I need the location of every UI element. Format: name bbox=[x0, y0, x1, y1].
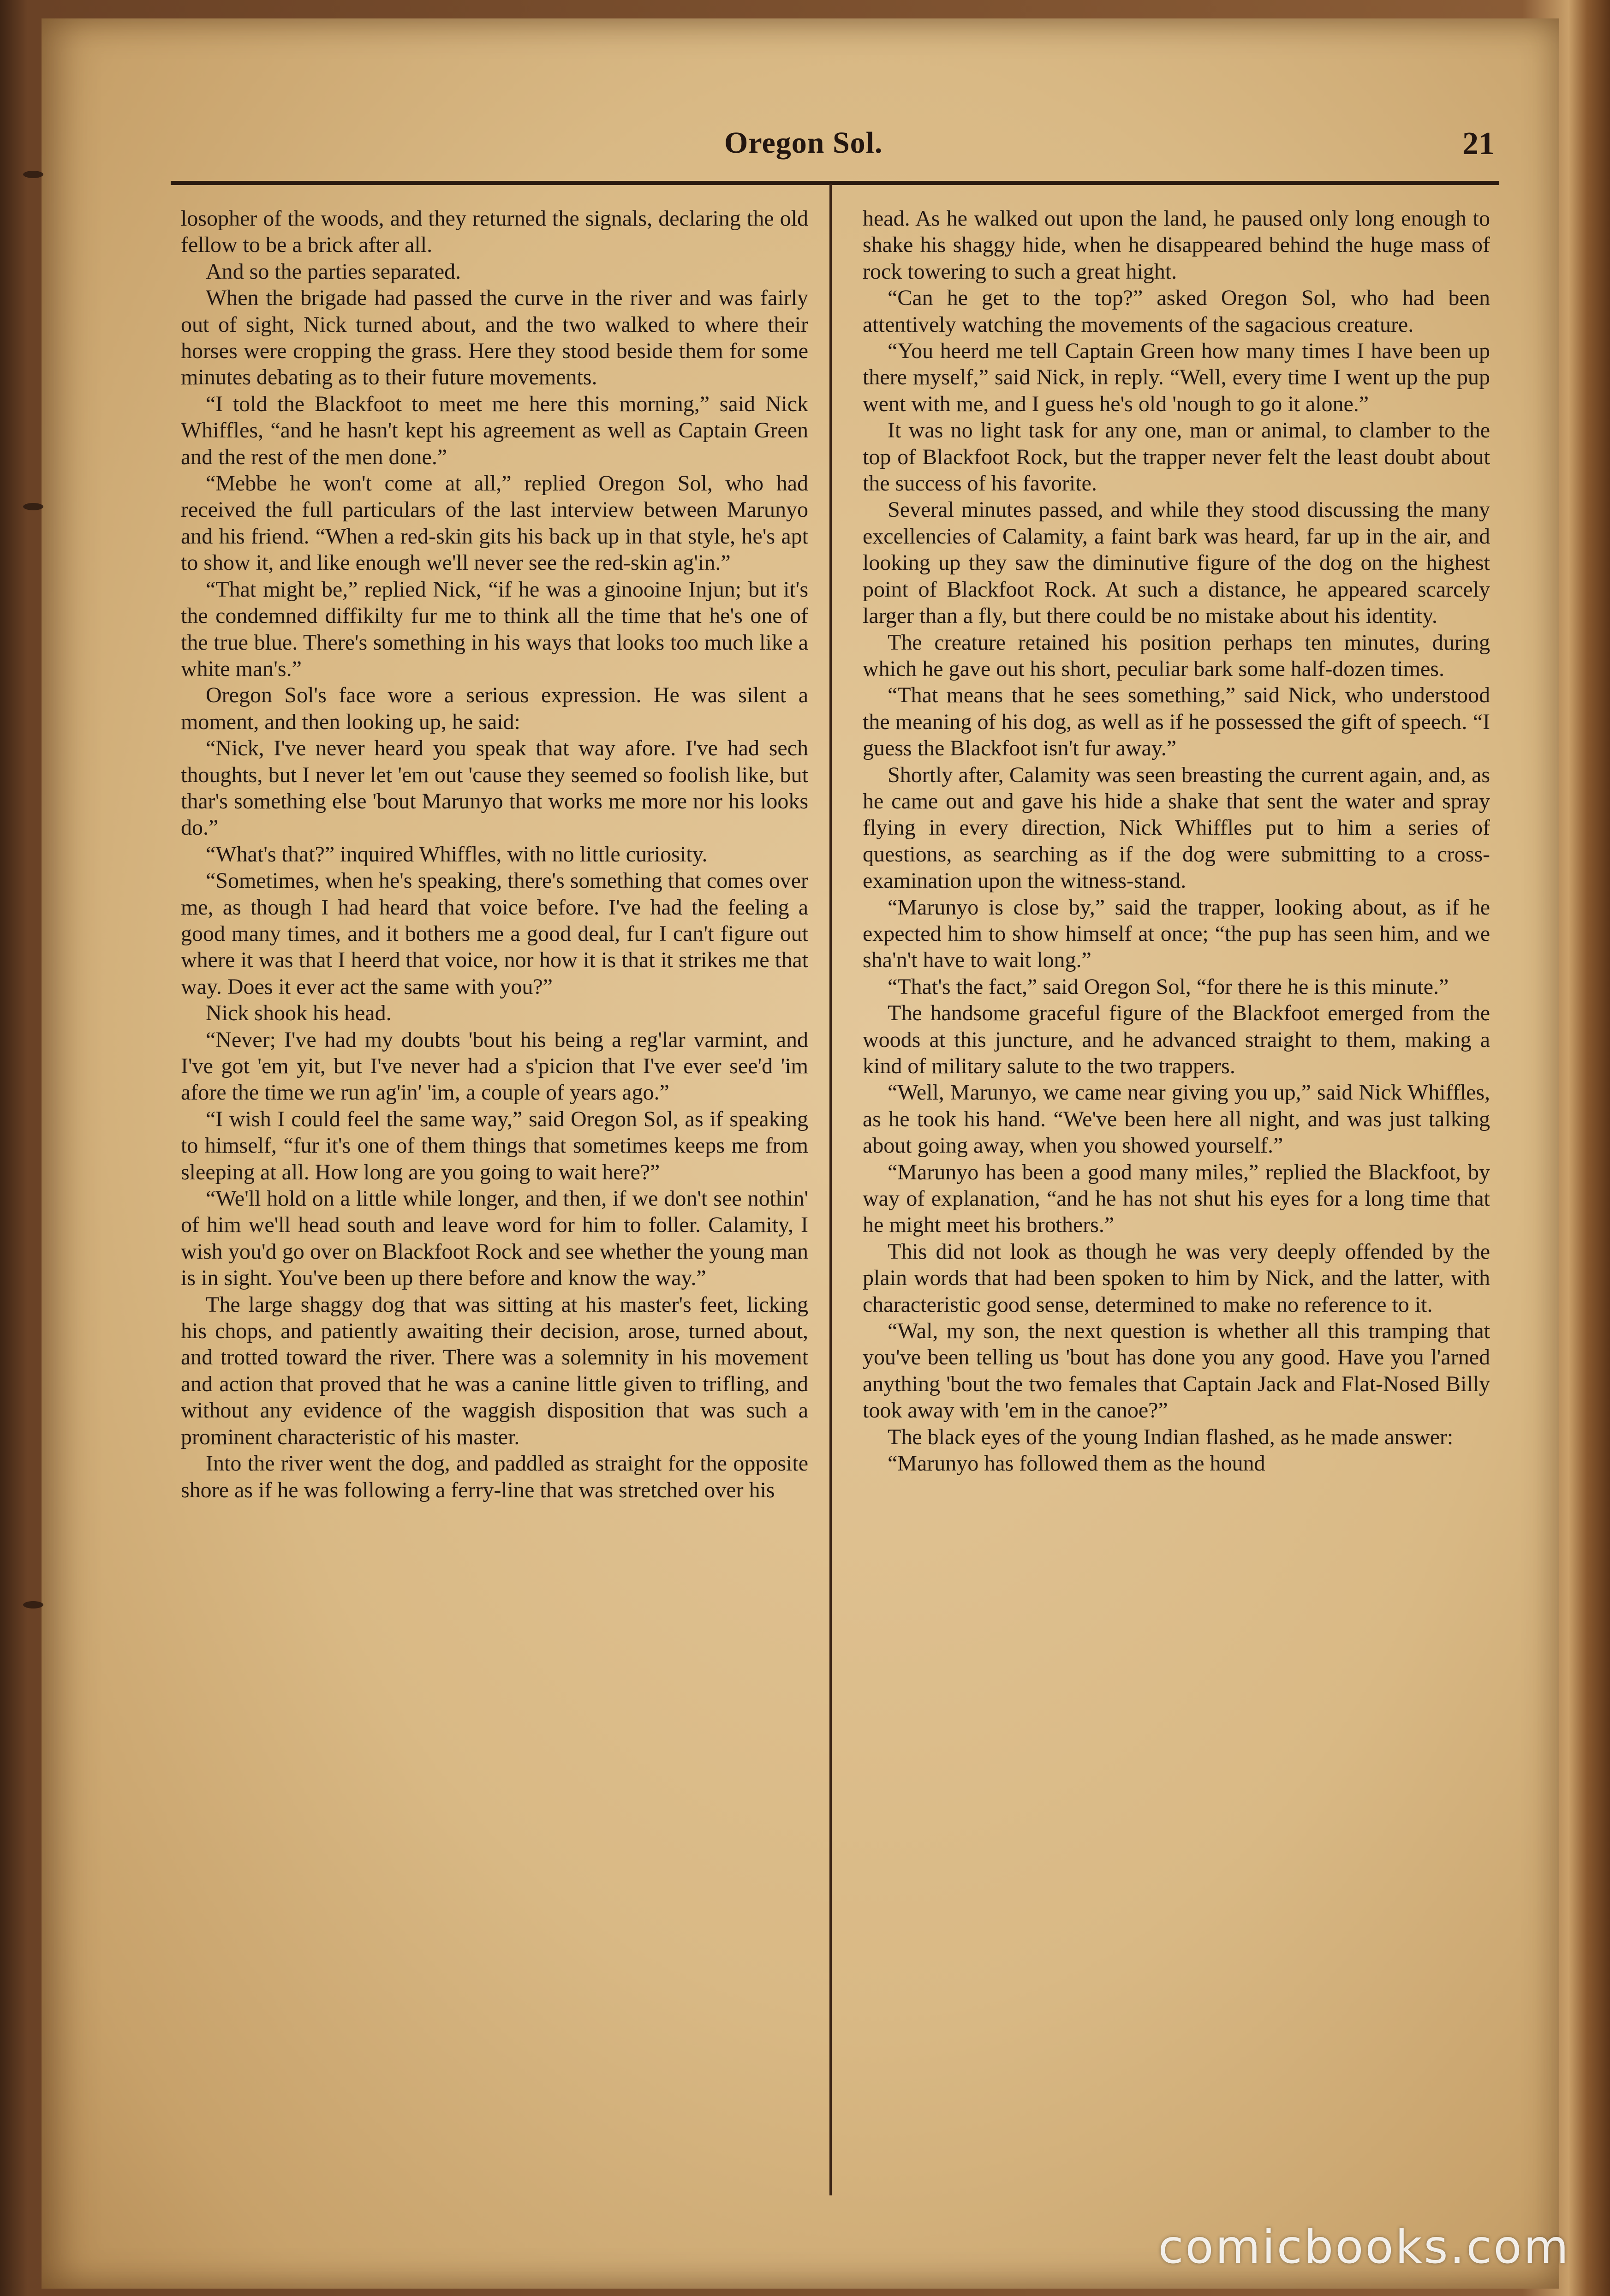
page-number: 21 bbox=[1462, 126, 1495, 161]
paragraph: “That's the fact,” said Oregon Sol, “for there he is this minute.” bbox=[888, 974, 1449, 999]
paragraph: Oregon Sol's face wore a serious expression. He was silent a moment, and then looking up, he said: bbox=[181, 683, 808, 734]
paragraph: “Marunyo is close by,” said the trapper, looking about, as if he expected him to show himself at once; “the pup has seen him, and we sha'n't have to wait long.” bbox=[863, 895, 1490, 973]
paragraph: When the brigade had passed the curve in the river and was fairly out of sight, Nick turned about, and the two walked to where their horses were cropping the grass. Here they stood beside them for some minutes debating as to their future movements. bbox=[181, 286, 808, 390]
paragraph: Shortly after, Calamity was seen breasting the current again, and, as he came out and gave his hide a shake that sent the water and spray flying in every direction, Nick Whiffles put to him a series of questions, as searching as if the dog were submitting to a cross-examination upon the witness-stand. bbox=[863, 762, 1490, 893]
paragraph: losopher of the woods, and they returned the signals, declaring the old fellow to be a brick after all. bbox=[181, 206, 808, 257]
paragraph: “Never; I've had my doubts 'bout his being a reg'lar varmint, and I've got 'em yit, but I've never had a s'picion that I've ever see'd 'im afore the time we run ag'in' 'im, a couple of years ago.” bbox=[181, 1027, 808, 1105]
left-column bbox=[181, 205, 808, 1503]
paragraph: “That might be,” replied Nick, “if he was a ginooine Injun; but it's the condemned diffikilty fur me to think all the time that he's one of the true blue. There's something in his ways that looks too much like a white man's.” bbox=[181, 577, 808, 681]
paragraph: “Wal, my son, the next question is whether all this tramping that you've been telling us 'bout has done you any good. Have you l'arned anything 'bout the two females that Captain Jack and Flat-Nosed Billy took away with 'em in the canoe?” bbox=[863, 1319, 1490, 1423]
paragraph: “Marunyo has been a good many miles,” replied the Blackfoot, by way of explanation, “and he has not shut his eyes for a long time that he might meet his brothers.” bbox=[863, 1160, 1490, 1238]
header-rule bbox=[171, 181, 1499, 185]
paragraph: “I wish I could feel the same way,” said Oregon Sol, as if speaking to himself, “fur it's one of them things that sometimes keeps me from sleeping at all. How long are you going to wait here?” bbox=[181, 1106, 808, 1184]
binding-mark bbox=[23, 503, 43, 510]
binding-mark bbox=[23, 171, 43, 178]
column-divider bbox=[829, 184, 832, 2195]
paragraph: Nick shook his head. bbox=[206, 1001, 392, 1026]
paragraph: “You heerd me tell Captain Green how many times I have been up there myself,” said Nick, in reply. “Well, every time I went up the pup went with me, and I guess he's old 'nough to go it alone.” bbox=[863, 339, 1490, 416]
paragraph: The handsome graceful figure of the Blackfoot emerged from the woods at this juncture, and he advanced straight to them, making a kind of military salute to the two trappers. bbox=[863, 1001, 1490, 1078]
paragraph: Several minutes passed, and while they stood discussing the many excellencies of Calamity, a faint bark was heard, far up in the air, and looking up they saw the diminutive figure of the dog on the highest point of Blackfoot Rock. At such a distance, he appeared scarcely larger than a fly, but there could be no mistake about his identity. bbox=[863, 497, 1490, 628]
paragraph: The creature retained his position perhaps ten minutes, during which he gave out his short, peculiar bark some half-dozen times. bbox=[863, 630, 1490, 681]
paragraph: “Mebbe he won't come at all,” replied Oregon Sol, who had received the full particulars of the last interview between Marunyo and his friend. “When a red-skin gits his back up in that style, he's apt to show it, and like enough we'll never see the red-skin ag'in.” bbox=[181, 471, 808, 575]
right-column bbox=[863, 205, 1490, 1477]
paragraph: “Nick, I've never heard you speak that way afore. I've had sech thoughts, but I never let 'em out 'cause they seemed so foolish like, but thar's something else 'bout Marunyo that works me more nor his looks do.” bbox=[181, 736, 808, 840]
running-title: Oregon Sol. bbox=[724, 126, 883, 160]
paragraph: “What's that?” inquired Whiffles, with no little curiosity. bbox=[206, 842, 708, 867]
paragraph: Into the river went the dog, and paddled as straight for the opposite shore as if he was following a ferry-line that was stretched over his bbox=[181, 1451, 808, 1502]
binding-mark bbox=[23, 1601, 43, 1608]
paragraph: It was no light task for any one, man or animal, to clamber to the top of Blackfoot Rock, but the trapper never felt the least doubt about the success of his favorite. bbox=[863, 418, 1490, 496]
paragraph: “I told the Blackfoot to meet me here this morning,” said Nick Whiffles, “and he hasn't kept his agreement as well as Captain Green and the rest of the men done.” bbox=[181, 391, 808, 469]
watermark: comicbooks.com bbox=[1158, 2220, 1570, 2274]
paragraph: “Marunyo has followed them as the hound bbox=[888, 1451, 1265, 1476]
paragraph: This did not look as though he was very deeply offended by the plain words that had been spoken to him by Nick, and the latter, with characteristic good sense, determined to make no reference to it. bbox=[863, 1239, 1490, 1317]
paragraph: “We'll hold on a little while longer, and then, if we don't see nothin' of him we'll head south and leave word for him to foller. Calamity, I wish you'd go over on Blackfoot Rock and see whether the young man is in sight. You've been up there before and know the way.” bbox=[181, 1186, 808, 1291]
paragraph: The black eyes of the young Indian flashed, as he made answer: bbox=[888, 1424, 1454, 1449]
paragraph: head. As he walked out upon the land, he paused only long enough to shake his shaggy hide, when he disappeared behind the huge mass of rock towering to such a great hight. bbox=[863, 206, 1490, 284]
page-header bbox=[171, 121, 1495, 181]
paragraph: And so the parties separated. bbox=[206, 259, 461, 284]
paragraph: The large shaggy dog that was sitting at his master's feet, licking his chops, and patiently awaiting their decision, arose, turned about, and trotted toward the river. There was a solemnity in his movement and action that proved that he was a canine little given to trifling, and without any evidence of the waggish disposition that was such a prominent characteristic of his master. bbox=[181, 1292, 808, 1449]
paragraph: “Well, Marunyo, we came near giving you up,” said Nick Whiffles, as he took his hand. “We've been here all night, and was just talking about going away, when you showed yourself.” bbox=[863, 1080, 1490, 1158]
paragraph: “Sometimes, when he's speaking, there's something that comes over me, as though I had heard that voice before. I've had the feeling a good many times, and it bothers me a good deal, fur I can't figure out where it was that I heerd that voice, nor how it is that it strikes me that way. Does it ever act the same with you?” bbox=[181, 868, 808, 999]
paragraph: “That means that he sees something,” said Nick, who understood the meaning of his dog, as well as if he possessed the gift of speech. “I guess the Blackfoot isn't fur away.” bbox=[863, 683, 1490, 761]
paragraph: “Can he get to the top?” asked Oregon Sol, who had been attentively watching the movements of the sagacious creature. bbox=[863, 286, 1490, 337]
